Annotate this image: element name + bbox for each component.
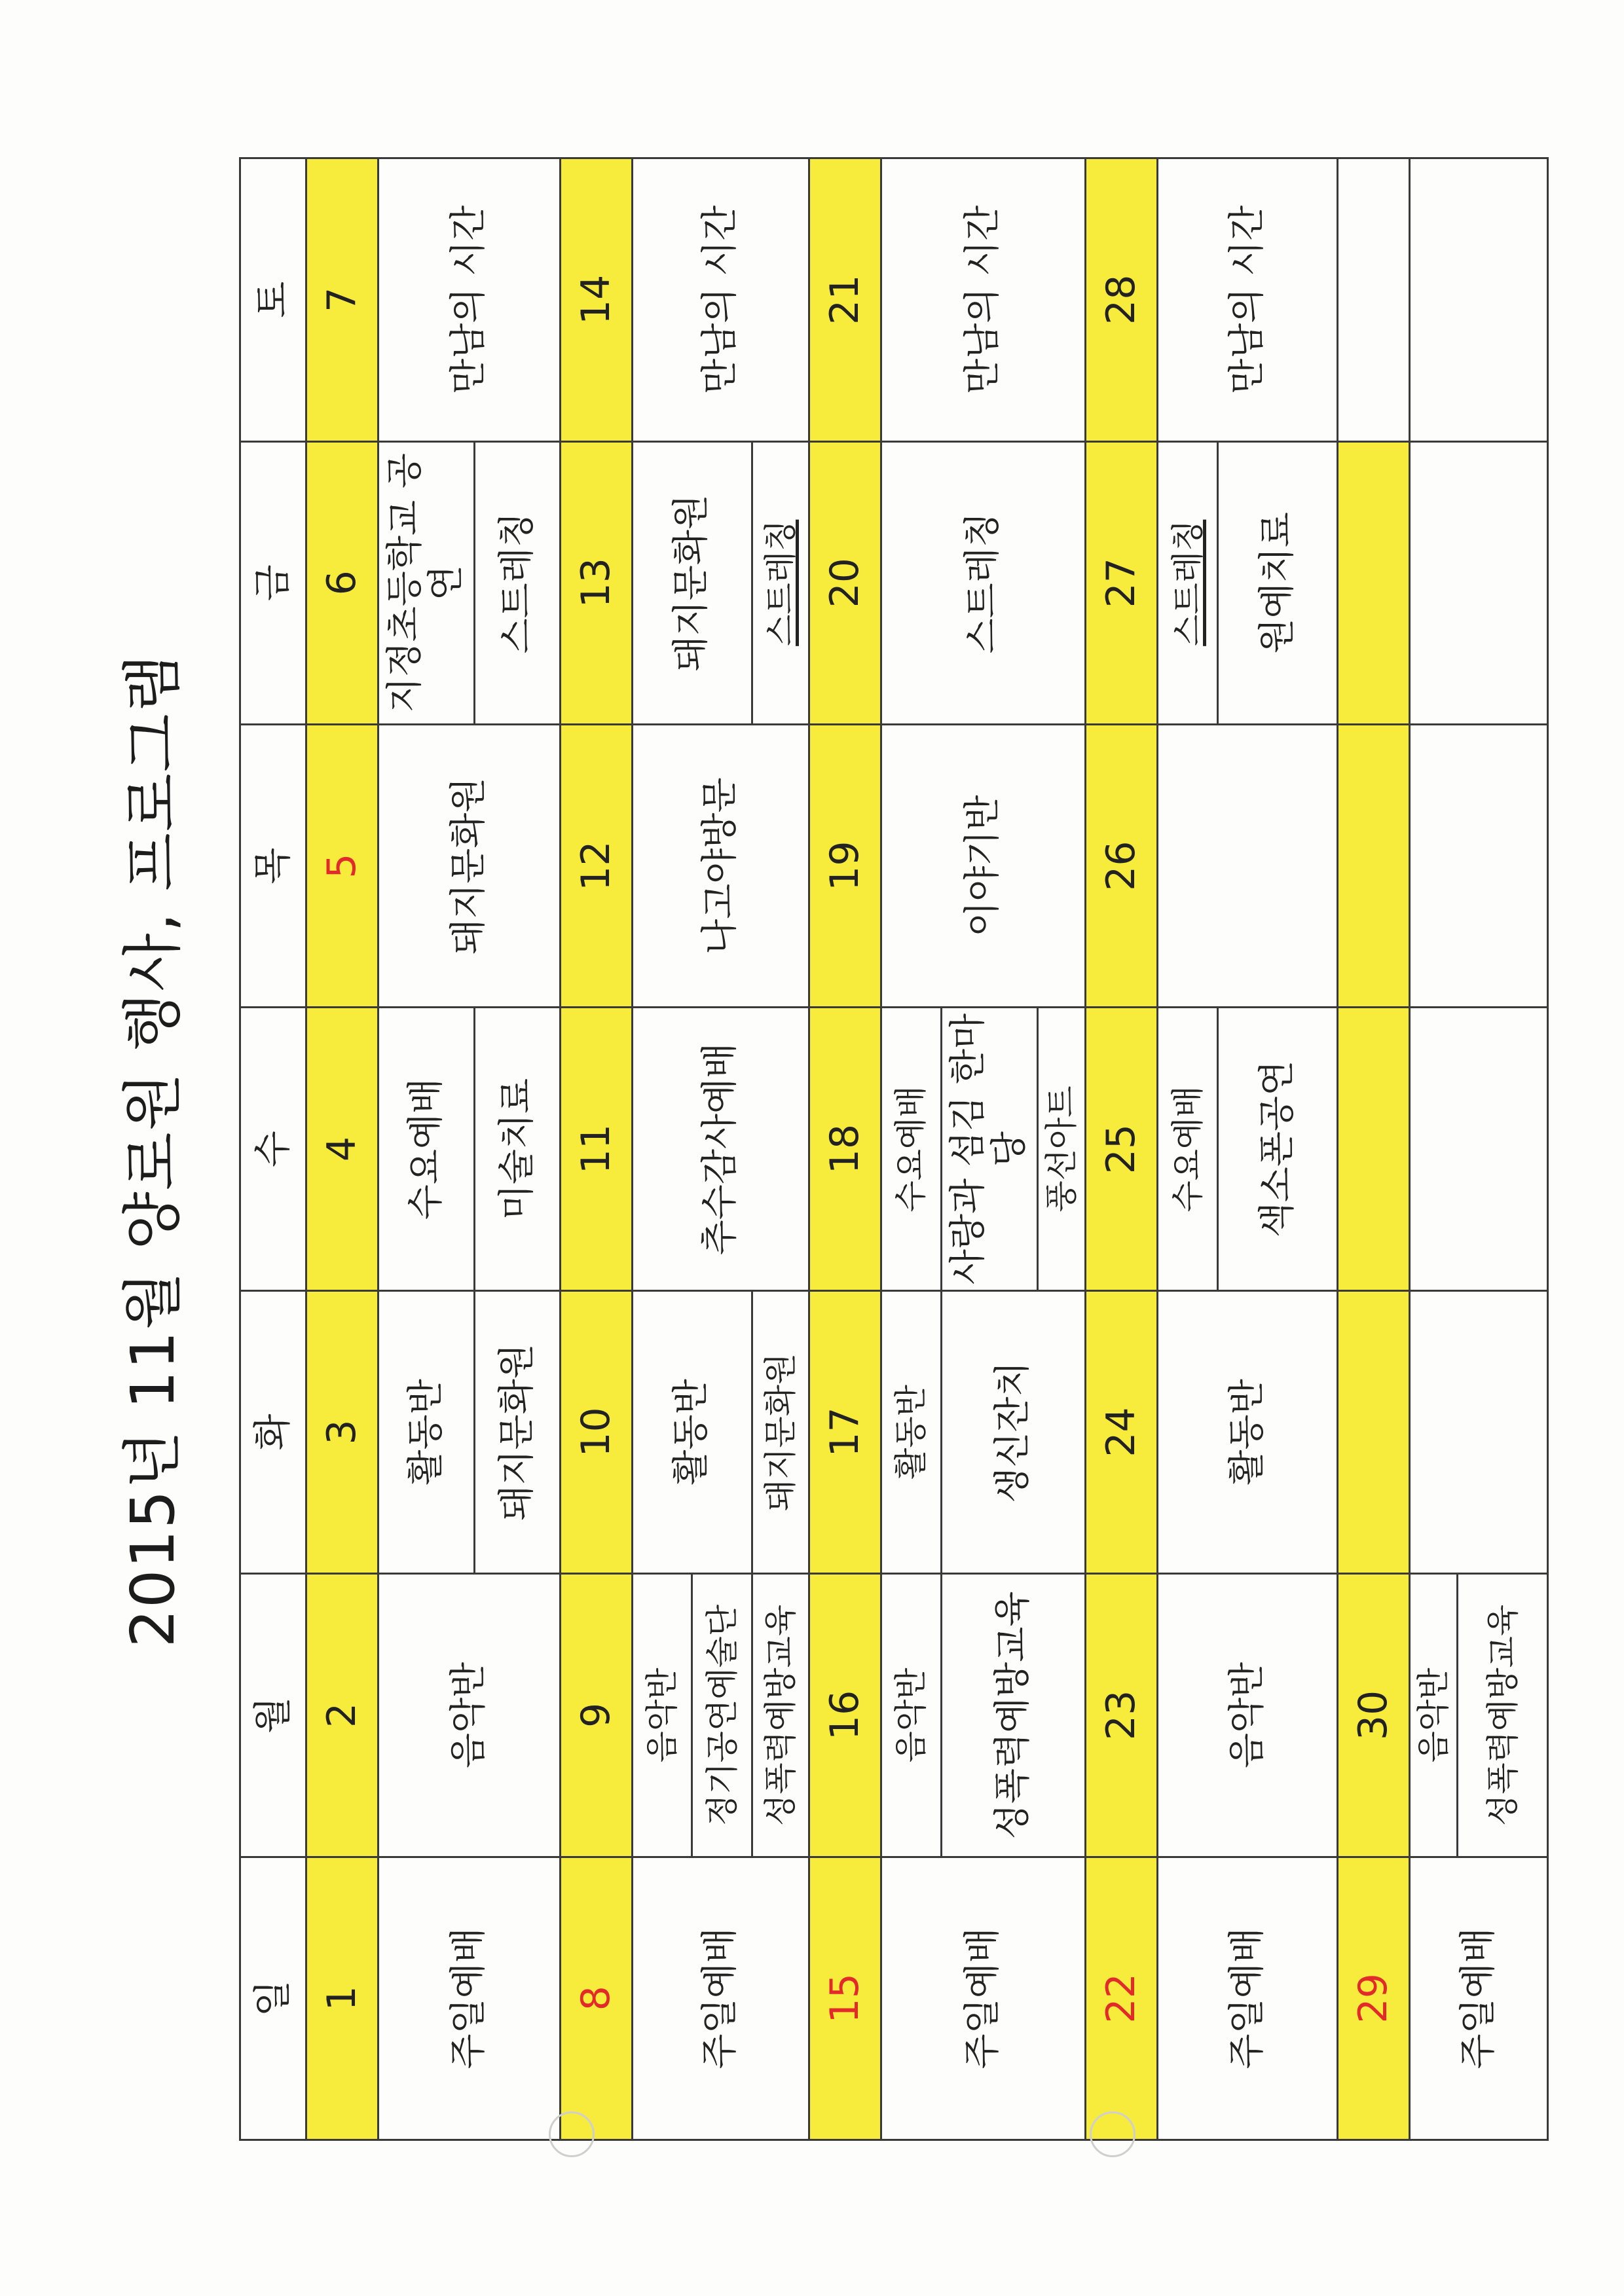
event-cell: 만남의 시간 <box>378 158 560 442</box>
date-cell-empty <box>1338 1290 1410 1573</box>
event-cell: 주일예배 <box>881 1857 1085 2140</box>
date-cell: 15 <box>809 1857 881 2140</box>
date-row-week2 <box>560 158 632 2140</box>
date-cell: 19 <box>809 724 881 1007</box>
date-cell-empty <box>1338 724 1410 1007</box>
date-cell: 23 <box>1086 1574 1158 1857</box>
weekday-sun: 일 <box>240 1857 306 2140</box>
date-cell: 3 <box>306 1290 378 1573</box>
event-cell: 스트레칭 <box>881 441 1085 724</box>
weekday-wed: 수 <box>240 1008 306 1290</box>
date-cell: 7 <box>306 158 378 442</box>
date-cell: 22 <box>1086 1857 1158 2140</box>
event-cell: 사랑과 섬김 한마당 <box>941 1008 1037 1290</box>
date-cell: 14 <box>560 158 632 442</box>
date-cell: 25 <box>1086 1008 1158 1290</box>
event-cell: 수요예배 <box>881 1008 941 1290</box>
date-cell: 11 <box>560 1008 632 1290</box>
event-row <box>378 158 474 2140</box>
weekday-tue: 화 <box>240 1290 306 1573</box>
event-cell-empty <box>1410 724 1548 1007</box>
event-cell: 돼지문화원 <box>752 1290 809 1573</box>
weekday-header-row <box>240 158 306 2140</box>
event-cell-empty <box>1410 441 1548 724</box>
event-cell: 주일예배 <box>378 1857 560 2140</box>
event-cell-empty <box>1410 1008 1548 1290</box>
event-row <box>1158 158 1218 2140</box>
event-text: 스트레칭 <box>761 519 800 646</box>
date-cell: 2 <box>306 1574 378 1857</box>
event-cell: 성폭력예방교육 <box>752 1574 809 1857</box>
date-cell: 17 <box>809 1290 881 1573</box>
date-cell-empty <box>1338 1008 1410 1290</box>
event-cell-empty <box>1158 724 1338 1007</box>
date-row-week3 <box>809 158 881 2140</box>
event-cell-empty <box>1410 158 1548 442</box>
event-cell: 활동반 <box>1158 1290 1338 1573</box>
event-cell: 생신잔치 <box>941 1290 1086 1573</box>
event-cell: 돼지문화원 <box>378 724 560 1007</box>
date-cell: 10 <box>560 1290 632 1573</box>
event-cell: 수요예배 <box>1158 1008 1218 1290</box>
date-row-week5 <box>1338 158 1410 2140</box>
event-cell: 정기공연예술단 <box>692 1574 752 1857</box>
event-row <box>881 158 941 2140</box>
event-cell: 주일예배 <box>632 1857 809 2140</box>
event-cell: 돼지문화원 <box>475 1290 561 1573</box>
event-cell: 만남의 시간 <box>1158 158 1338 442</box>
event-cell: 지정초등학교 공연 <box>378 441 474 724</box>
event-cell: 스트레칭 <box>475 441 561 724</box>
date-cell-empty <box>1338 441 1410 724</box>
date-cell: 18 <box>809 1008 881 1290</box>
date-cell: 9 <box>560 1574 632 1857</box>
date-row-week1 <box>306 158 378 2140</box>
event-cell: 풍선아트 <box>1037 1008 1085 1290</box>
event-cell: 이야기반 <box>881 724 1085 1007</box>
event-cell <box>752 441 809 724</box>
date-cell: 16 <box>809 1574 881 1857</box>
event-cell: 만남의 시간 <box>881 158 1085 442</box>
date-cell: 30 <box>1338 1574 1410 1857</box>
date-cell: 13 <box>560 441 632 724</box>
date-cell-empty <box>1338 158 1410 442</box>
date-cell: 12 <box>560 724 632 1007</box>
event-cell: 활동반 <box>378 1290 474 1573</box>
punch-hole <box>549 2111 595 2157</box>
event-cell: 활동반 <box>632 1290 752 1573</box>
date-cell: 28 <box>1086 158 1158 442</box>
event-row <box>632 158 692 2140</box>
weekday-fri: 금 <box>240 441 306 724</box>
weekday-sat: 토 <box>240 158 306 442</box>
date-row-week4 <box>1086 158 1158 2140</box>
event-cell: 성폭력예방교육 <box>941 1574 1086 1857</box>
event-cell: 색소폰공연 <box>1217 1008 1337 1290</box>
weekday-mon: 월 <box>240 1574 306 1857</box>
date-cell: 24 <box>1086 1290 1158 1573</box>
event-cell: 주일예배 <box>1158 1857 1338 2140</box>
calendar-table <box>239 157 1549 2141</box>
date-cell: 8 <box>560 1857 632 2140</box>
page-title: 2015년 11월 양로원 행사, 프로그램 <box>118 653 188 1648</box>
event-cell: 돼지문화원 <box>632 441 752 724</box>
event-cell: 주일예배 <box>1410 1857 1548 2140</box>
event-row <box>1410 158 1458 2140</box>
event-cell: 음악반 <box>378 1574 560 1857</box>
event-cell <box>1158 441 1218 724</box>
date-cell: 26 <box>1086 724 1158 1007</box>
event-cell-empty <box>1410 1290 1548 1573</box>
event-cell: 미술치료 <box>475 1008 561 1290</box>
punch-hole <box>1090 2111 1135 2157</box>
date-cell: 1 <box>306 1857 378 2140</box>
date-cell: 20 <box>809 441 881 724</box>
event-cell: 음악반 <box>881 1574 941 1857</box>
event-cell: 음악반 <box>1410 1574 1458 1857</box>
event-cell: 나고야방문 <box>632 724 809 1007</box>
date-cell: 4 <box>306 1008 378 1290</box>
event-cell: 만남의 시간 <box>632 158 809 442</box>
weekday-thu: 목 <box>240 724 306 1007</box>
event-cell: 성폭력예방교육 <box>1458 1574 1548 1857</box>
event-cell: 수요예배 <box>378 1008 474 1290</box>
event-cell: 음악반 <box>1158 1574 1338 1857</box>
event-text: 스트레칭 <box>1168 519 1207 646</box>
event-cell: 음악반 <box>632 1574 692 1857</box>
event-cell: 활동반 <box>881 1290 941 1573</box>
date-cell: 21 <box>809 158 881 442</box>
date-cell: 27 <box>1086 441 1158 724</box>
event-cell: 추수감사예배 <box>632 1008 809 1290</box>
date-cell: 29 <box>1338 1857 1410 2140</box>
date-cell: 6 <box>306 441 378 724</box>
event-cell: 원예치료 <box>1217 441 1337 724</box>
date-cell: 5 <box>306 724 378 1007</box>
